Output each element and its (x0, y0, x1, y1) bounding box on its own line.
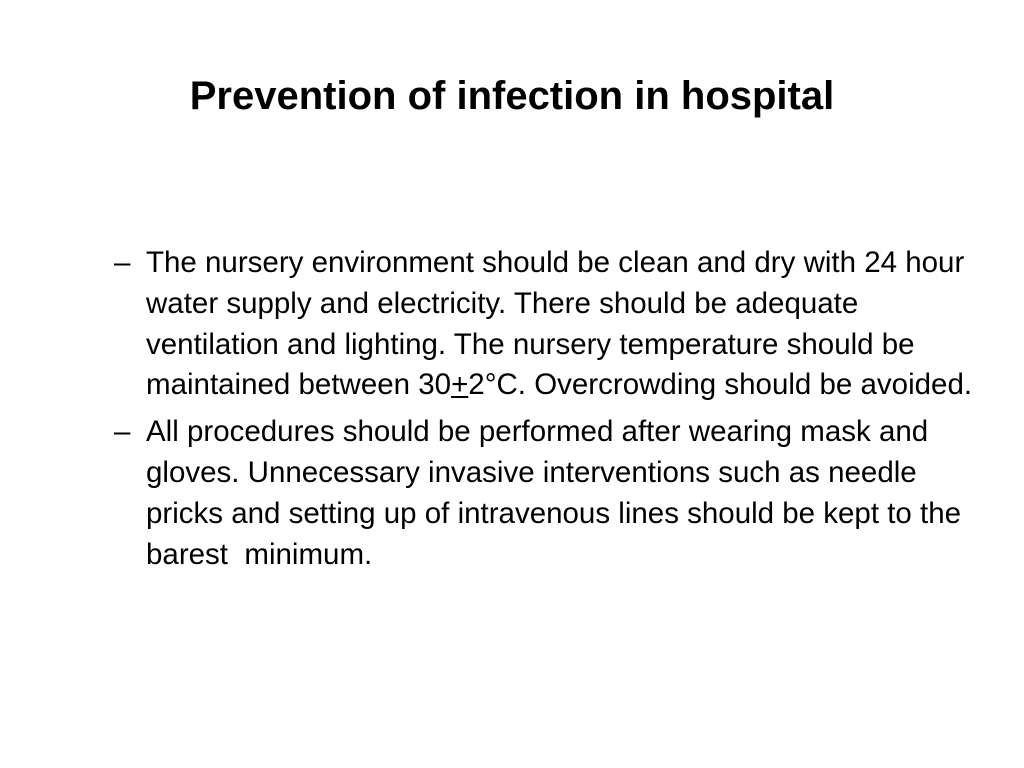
bullet-list (112, 243, 982, 581)
bullet-item-nursery-environment (112, 243, 982, 406)
slide-title: Prevention of infection in hospital (189, 74, 835, 118)
bullet-text-part: 2°C. Overcrowding should be avoided. (468, 368, 973, 402)
bullet-text (146, 243, 982, 406)
dash-bullet-icon: – (114, 246, 131, 279)
dash-bullet-icon: – (114, 415, 131, 449)
bullet-item-procedures (112, 412, 982, 575)
bullet-text-part: The nursery environment should be clean and dry with 24 hour water supply and electricity. There should be adequate ventilation and lighting. The nursery temperature should be maintained between 30 (146, 246, 965, 402)
bullet-text: All procedures should be performed after wearing mask and gloves. Unnecessary invasive interventions such as needle pricks and setting up of intravenous lines should be kept to the barest minimum. (146, 415, 970, 571)
plus-minus-symbol: + (451, 368, 469, 402)
